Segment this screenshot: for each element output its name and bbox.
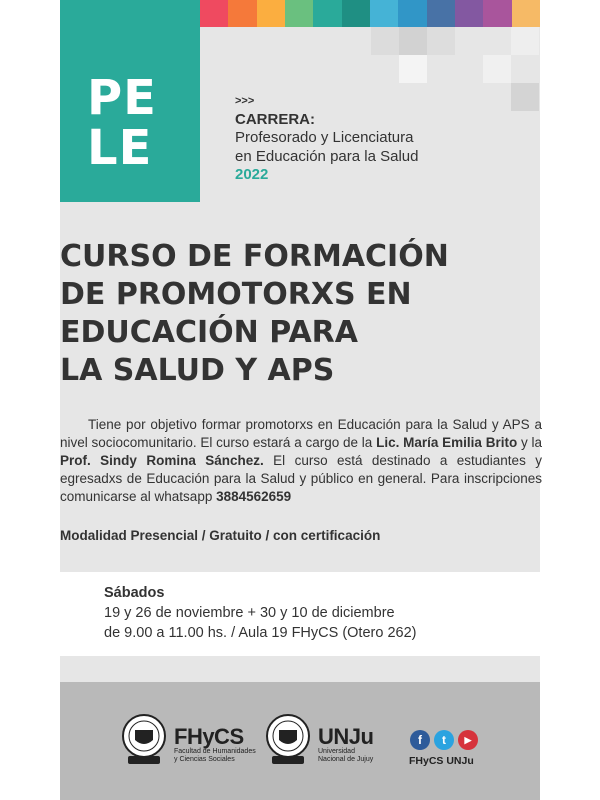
career-year: 2022	[235, 166, 269, 183]
color-strip-segment	[398, 0, 426, 27]
decor-pixel	[399, 27, 427, 55]
pele-line-1: PE	[87, 70, 157, 126]
color-strip-segment	[200, 0, 228, 27]
color-strip-segment	[313, 0, 341, 27]
fhycs-name: FHyCS	[174, 724, 244, 749]
instructor-1: Lic. María Emilia Brito	[376, 435, 518, 450]
title-line-2: DE PROMOTORXS EN	[60, 277, 412, 312]
color-strip-segment	[512, 0, 540, 27]
color-strip-segment	[285, 0, 313, 27]
schedule-time-place: de 9.00 a 11.00 hs. / Aula 19 FHyCS	[104, 625, 339, 641]
description-text-1: Tiene por objetivo formar promotorxs en Educación para la Salud y APS a nivel sociocomunitario. El curso estará a cargo de la	[60, 417, 542, 450]
schedule-address: (Otero 262)	[338, 625, 417, 641]
unju-seal-icon	[266, 712, 310, 766]
fhycs-seal-icon	[122, 712, 166, 766]
career-line-1: Profesorado y Licenciatura	[235, 129, 414, 146]
pele-badge	[60, 0, 200, 202]
title-line-4: LA SALUD Y APS	[60, 353, 335, 388]
decor-pixel	[511, 83, 539, 111]
youtube-icon[interactable]: ▶	[458, 730, 478, 750]
title-line-1: CURSO DE FORMACIÓN	[60, 239, 449, 274]
schedule-dates: 19 y 26 de noviembre + 30 y 10 de diciembre	[104, 605, 395, 621]
title-line-3: EDUCACIÓN PARA	[60, 315, 358, 350]
fhycs-logo	[174, 726, 256, 764]
color-strip-segment	[342, 0, 370, 27]
decor-pixel	[511, 27, 539, 55]
color-strip-segment	[427, 0, 455, 27]
twitter-icon[interactable]: t	[434, 730, 454, 750]
unju-sub-1: Universidad	[318, 748, 355, 755]
schedule-day: Sábados	[104, 585, 165, 601]
career-info	[235, 95, 418, 183]
career-label: CARRERA:	[235, 111, 315, 128]
unju-sub-2: Nacional de Jujuy	[318, 756, 374, 763]
decor-pixel	[371, 27, 399, 55]
social-icons	[410, 730, 478, 750]
color-strip-segment	[257, 0, 285, 27]
modality-text: Modalidad Presencial / Gratuito / con certificación	[60, 528, 381, 543]
footer-logos	[60, 682, 540, 800]
unju-name: UNJu	[318, 724, 374, 749]
career-line-2: en Educación para la Salud	[235, 148, 419, 165]
facebook-icon[interactable]: f	[410, 730, 430, 750]
decor-pixel	[399, 55, 427, 83]
instructor-2: Prof. Sindy Romina Sánchez.	[60, 453, 264, 468]
whatsapp-number: 3884562659	[216, 489, 292, 504]
schedule-box	[60, 572, 540, 656]
decor-pixel	[427, 27, 455, 55]
description-text-3: El curso está destinado a estudiantes y egresadxs de Educación para la Salud y público en general. Para inscripciones comunicarse al whatsapp	[60, 453, 542, 504]
description-text-2: y la	[517, 435, 543, 450]
color-strip-segment	[370, 0, 398, 27]
color-strip-segment	[483, 0, 511, 27]
fhycs-sub-2: y Ciencias Sociales	[174, 756, 235, 763]
arrows-marker: >>>	[235, 95, 255, 107]
decor-pixel	[483, 55, 511, 83]
color-strip-segment	[228, 0, 256, 27]
course-title	[60, 238, 530, 390]
social-handle: FHyCS UNJu	[409, 755, 474, 767]
pele-line-2: LE	[87, 120, 153, 176]
color-strip-segment	[455, 0, 483, 27]
fhycs-sub-1: Facultad de Humanidades	[174, 748, 256, 755]
course-description	[60, 416, 542, 506]
unju-logo	[318, 726, 373, 764]
color-strip	[200, 0, 540, 27]
